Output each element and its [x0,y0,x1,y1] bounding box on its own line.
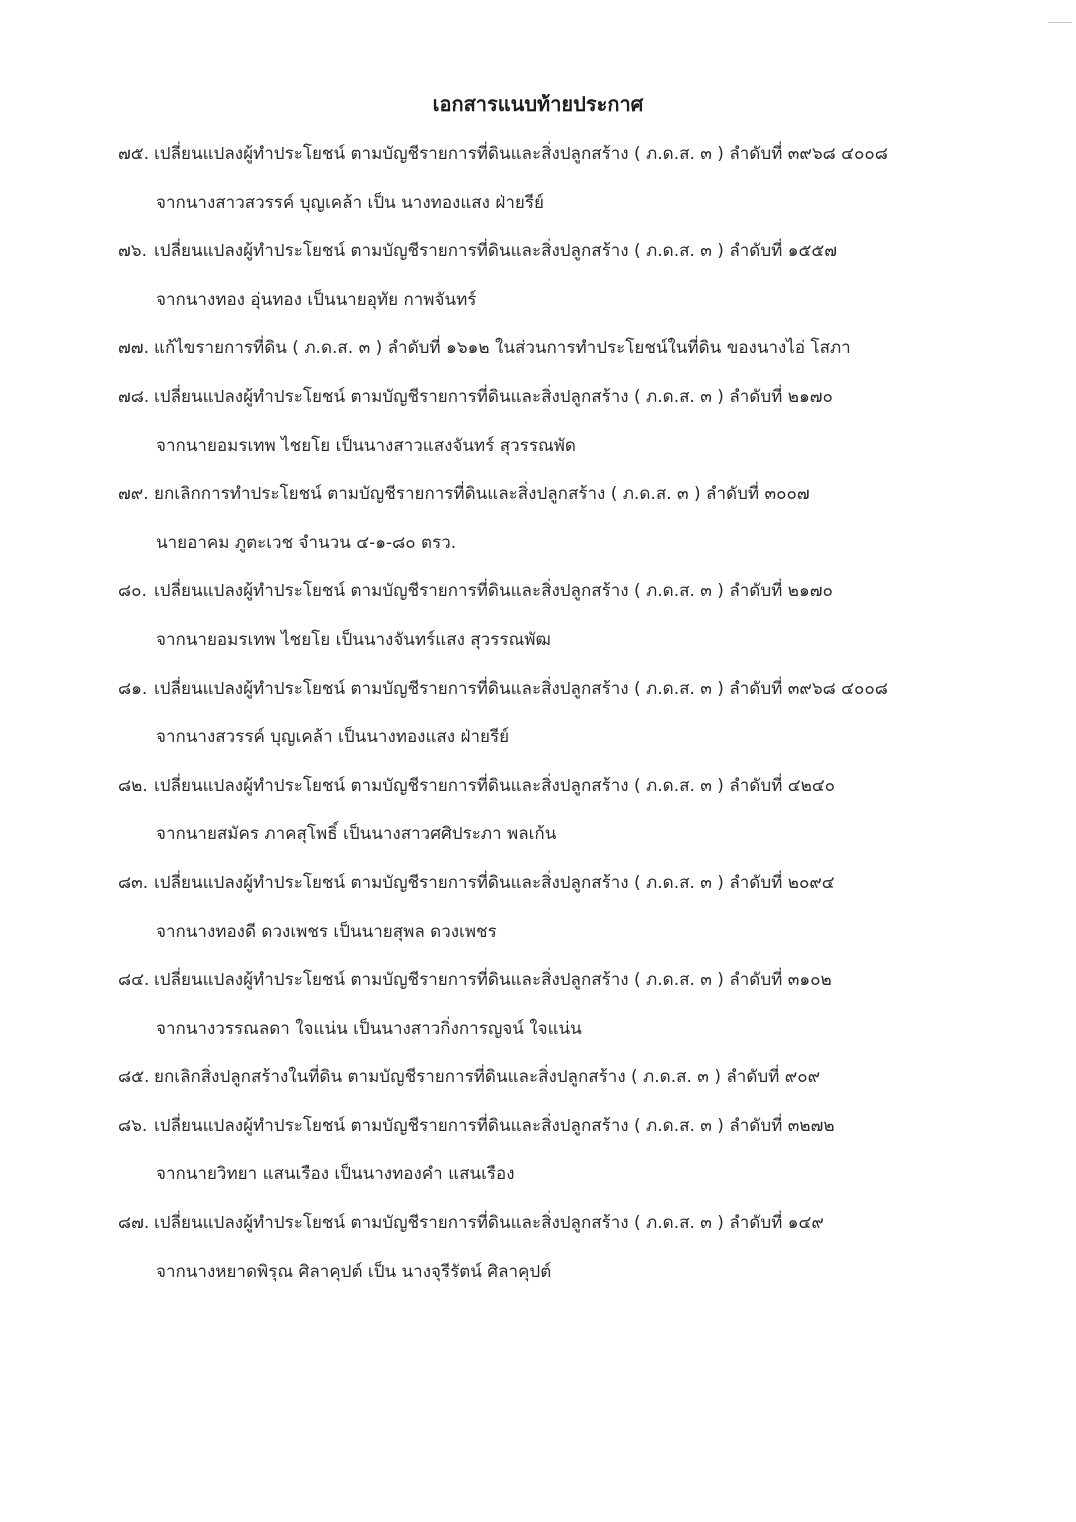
item-text: เปลี่ยนแปลงผู้ทำประโยชน์ ตามบัญชีรายการที่ดินและสิ่งปลูกสร้าง ( ภ.ด.ส. ๓ ) ลำดับที่ ๓๙๖๘ ๔๐๐๘ [154,678,888,699]
item-detail: จากนายอมรเทพ ไชยโย เป็นนางสาวแสงจันทร์ สุวรรณพัด [156,435,576,456]
list-item [118,334,948,383]
item-detail: จากนางหยาดพิรุณ ศิลาคุปต์ เป็น นางจุรีรัตน์ ศิลาคุปต์ [156,1261,552,1282]
item-detail: จากนางทอง อุ่นทอง เป็นนายอุทัย กาพจันทร์ [156,289,477,310]
item-text: เปลี่ยนแปลงผู้ทำประโยชน์ ตามบัญชีรายการที่ดินและสิ่งปลูกสร้าง ( ภ.ด.ส. ๓ ) ลำดับที่ ๒๑๗๐ [154,581,833,602]
item-number: ๗๗. [118,338,149,359]
item-text: เปลี่ยนแปลงผู้ทำประโยชน์ ตามบัญชีรายการที่ดินและสิ่งปลูกสร้าง ( ภ.ด.ส. ๓ ) ลำดับที่ ๓๙๖๘ ๔๐๐๘ [154,144,888,164]
item-number: ๗๙. [118,484,149,505]
item-text: เปลี่ยนแปลงผู้ทำประโยชน์ ตามบัญชีรายการที่ดินและสิ่งปลูกสร้าง ( ภ.ด.ส. ๓ ) ลำดับที่ ๑๔๙ [154,1213,824,1234]
item-text: เปลี่ยนแปลงผู้ทำประโยชน์ ตามบัญชีรายการที่ดินและสิ่งปลูกสร้าง ( ภ.ด.ส. ๓ ) ลำดับที่ ๑๕๕๗ [154,241,838,262]
list-item [118,772,948,821]
item-text: ยกเลิกสิ่งปลูกสร้างในที่ดิน ตามบัญชีรายการที่ดินและสิ่งปลูกสร้าง ( ภ.ด.ส. ๓ ) ลำดับที่ ๙๐๙ [154,1067,821,1088]
item-number: ๘๖. [118,1115,148,1136]
list-item [118,966,948,1015]
list-item [118,675,948,724]
item-text: เปลี่ยนแปลงผู้ทำประโยชน์ ตามบัญชีรายการที่ดินและสิ่งปลูกสร้าง ( ภ.ด.ส. ๓ ) ลำดับที่ ๒๐๙๔ [154,872,835,893]
list-item [118,383,948,432]
list-item [118,1063,948,1112]
item-text: เปลี่ยนแปลงผู้ทำประโยชน์ ตามบัญชีรายการที่ดินและสิ่งปลูกสร้าง ( ภ.ด.ส. ๓ ) ลำดับที่ ๓๑๐๒ [154,970,832,991]
item-number: ๘๔. [118,970,150,991]
item-text: เปลี่ยนแปลงผู้ทำประโยชน์ ตามบัญชีรายการที่ดินและสิ่งปลูกสร้าง ( ภ.ด.ส. ๓ ) ลำดับที่ ๓๒๗๒ [154,1115,835,1136]
document-title: เอกสารแนบท้ายประกาศ [432,92,644,116]
list-item [118,1209,948,1258]
list-item [118,140,948,189]
item-number: ๘๓. [118,872,149,893]
item-text: แก้ไขรายการที่ดิน ( ภ.ด.ส. ๓ ) ลำดับที่ ๑๖๑๒ ในส่วนการทำประโยชน์ในที่ดิน ของนางไอ่ โสภา [154,338,851,359]
item-number: ๘๐. [118,581,147,602]
item-number: ๘๑. [118,678,148,699]
scan-mark [1048,22,1072,23]
item-detail: นายอาคม ภูตะเวช จำนวน ๔-๑-๘๐ ตรว. [156,532,457,553]
entry-list [118,140,948,1306]
item-detail: จากนางสวรรค์ บุญเคล้า เป็นนางทองแสง ฝ่ายรีย์ [156,727,510,748]
list-item [118,480,948,529]
list-item [118,237,948,286]
item-number: ๘๒. [118,775,148,796]
item-detail: จากนางวรรณลดา ใจแน่น เป็นนางสาวกิ่งการญจน์ ใจแน่น [156,1018,582,1039]
item-number: ๗๘. [118,386,150,407]
item-number: ๗๕. [118,144,150,164]
list-item [118,1112,948,1161]
item-detail: จากนายอมรเทพ ไชยโย เป็นนางจันทร์แสง สุวรรณพัฒ [156,629,551,650]
item-number: ๘๕. [118,1067,150,1088]
item-text: เปลี่ยนแปลงผู้ทำประโยชน์ ตามบัญชีรายการที่ดินและสิ่งปลูกสร้าง ( ภ.ด.ส. ๓ ) ลำดับที่ ๔๒๔๐ [154,775,836,796]
item-detail: จากนางสาวสวรรค์ บุญเคล้า เป็น นางทองแสง ฝ่ายรีย์ [156,192,544,213]
item-detail: จากนายวิทยา แสนเรือง เป็นนางทองคำ แสนเรือง [156,1164,515,1185]
item-text: เปลี่ยนแปลงผู้ทำประโยชน์ ตามบัญชีรายการที่ดินและสิ่งปลูกสร้าง ( ภ.ด.ส. ๓ ) ลำดับที่ ๒๑๗๐ [154,386,833,407]
item-number: ๘๗. [118,1213,150,1234]
item-text: ยกเลิกการทำประโยชน์ ตามบัญชีรายการที่ดินและสิ่งปลูกสร้าง ( ภ.ด.ส. ๓ ) ลำดับที่ ๓๐๐๗ [154,484,810,505]
item-detail: จากนายสมัคร ภาคสุโพธิ์ เป็นนางสาวศศิประภา พลเก้น [156,824,557,845]
item-number: ๗๖. [118,241,147,262]
list-item [118,869,948,918]
item-detail: จากนางทองดี ดวงเพชร เป็นนายสุพล ดวงเพชร [156,921,497,942]
list-item [118,577,948,626]
